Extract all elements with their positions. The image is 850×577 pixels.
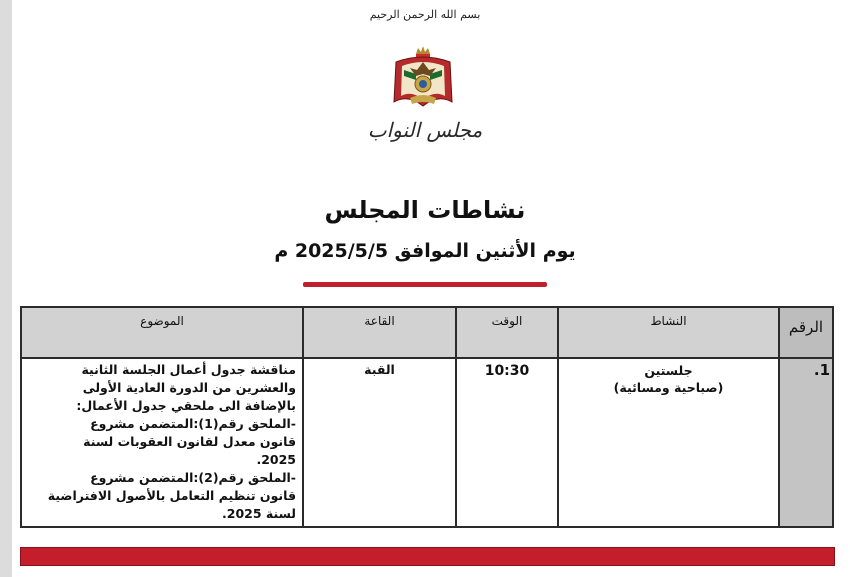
page-title: نشاطات المجلس — [324, 196, 526, 224]
topic-line: بالإضافة الى ملحقي جدول الأعمال: — [76, 398, 296, 413]
date-underline — [303, 282, 547, 287]
header-topic: الموضوع — [21, 307, 303, 358]
basmala: بسم الله الرحمن الرحيم — [369, 8, 481, 21]
row-hall: القبة — [303, 358, 456, 527]
row-time: 10:30 — [456, 358, 558, 527]
activity-line: جلستين — [644, 363, 693, 378]
row-activity — [558, 358, 779, 527]
activity-line: (صباحية ومسائية) — [613, 380, 724, 395]
header-number: الرقم — [779, 307, 833, 358]
parliament-name: مجلس النواب — [367, 118, 483, 142]
table-row — [21, 358, 833, 527]
topic-line: قانون معدل لقانون العقوبات لسنة — [83, 434, 296, 449]
date-line: يوم الأثنين الموافق 2025/5/5 م — [274, 240, 576, 262]
topic-line: 2025. — [256, 452, 296, 467]
header-hall: القاعة — [303, 307, 456, 358]
row-topic — [21, 358, 303, 527]
page-edge-shadow — [0, 0, 12, 577]
row-number: 1. — [779, 358, 833, 527]
table-header-row — [21, 307, 833, 358]
topic-line: -الملحق رقم(2):المتضمن مشروع — [90, 470, 296, 485]
header-activity: النشاط — [558, 307, 779, 358]
topic-line: والعشرين من الدورة العادية الأولى — [82, 380, 296, 395]
topic-line: مناقشة جدول أعمال الجلسة الثانية — [81, 362, 296, 377]
bottom-red-bar — [20, 547, 835, 566]
topic-line: لسنة 2025. — [222, 506, 296, 521]
topic-line: -الملحق رقم(1):المتضمن مشروع — [90, 416, 296, 431]
header-time: الوقت — [456, 307, 558, 358]
activities-table — [22, 306, 834, 528]
topic-line: قانون تنظيم التعامل بالأصول الافتراضية — [47, 488, 296, 503]
coat-of-arms-icon — [388, 44, 458, 112]
